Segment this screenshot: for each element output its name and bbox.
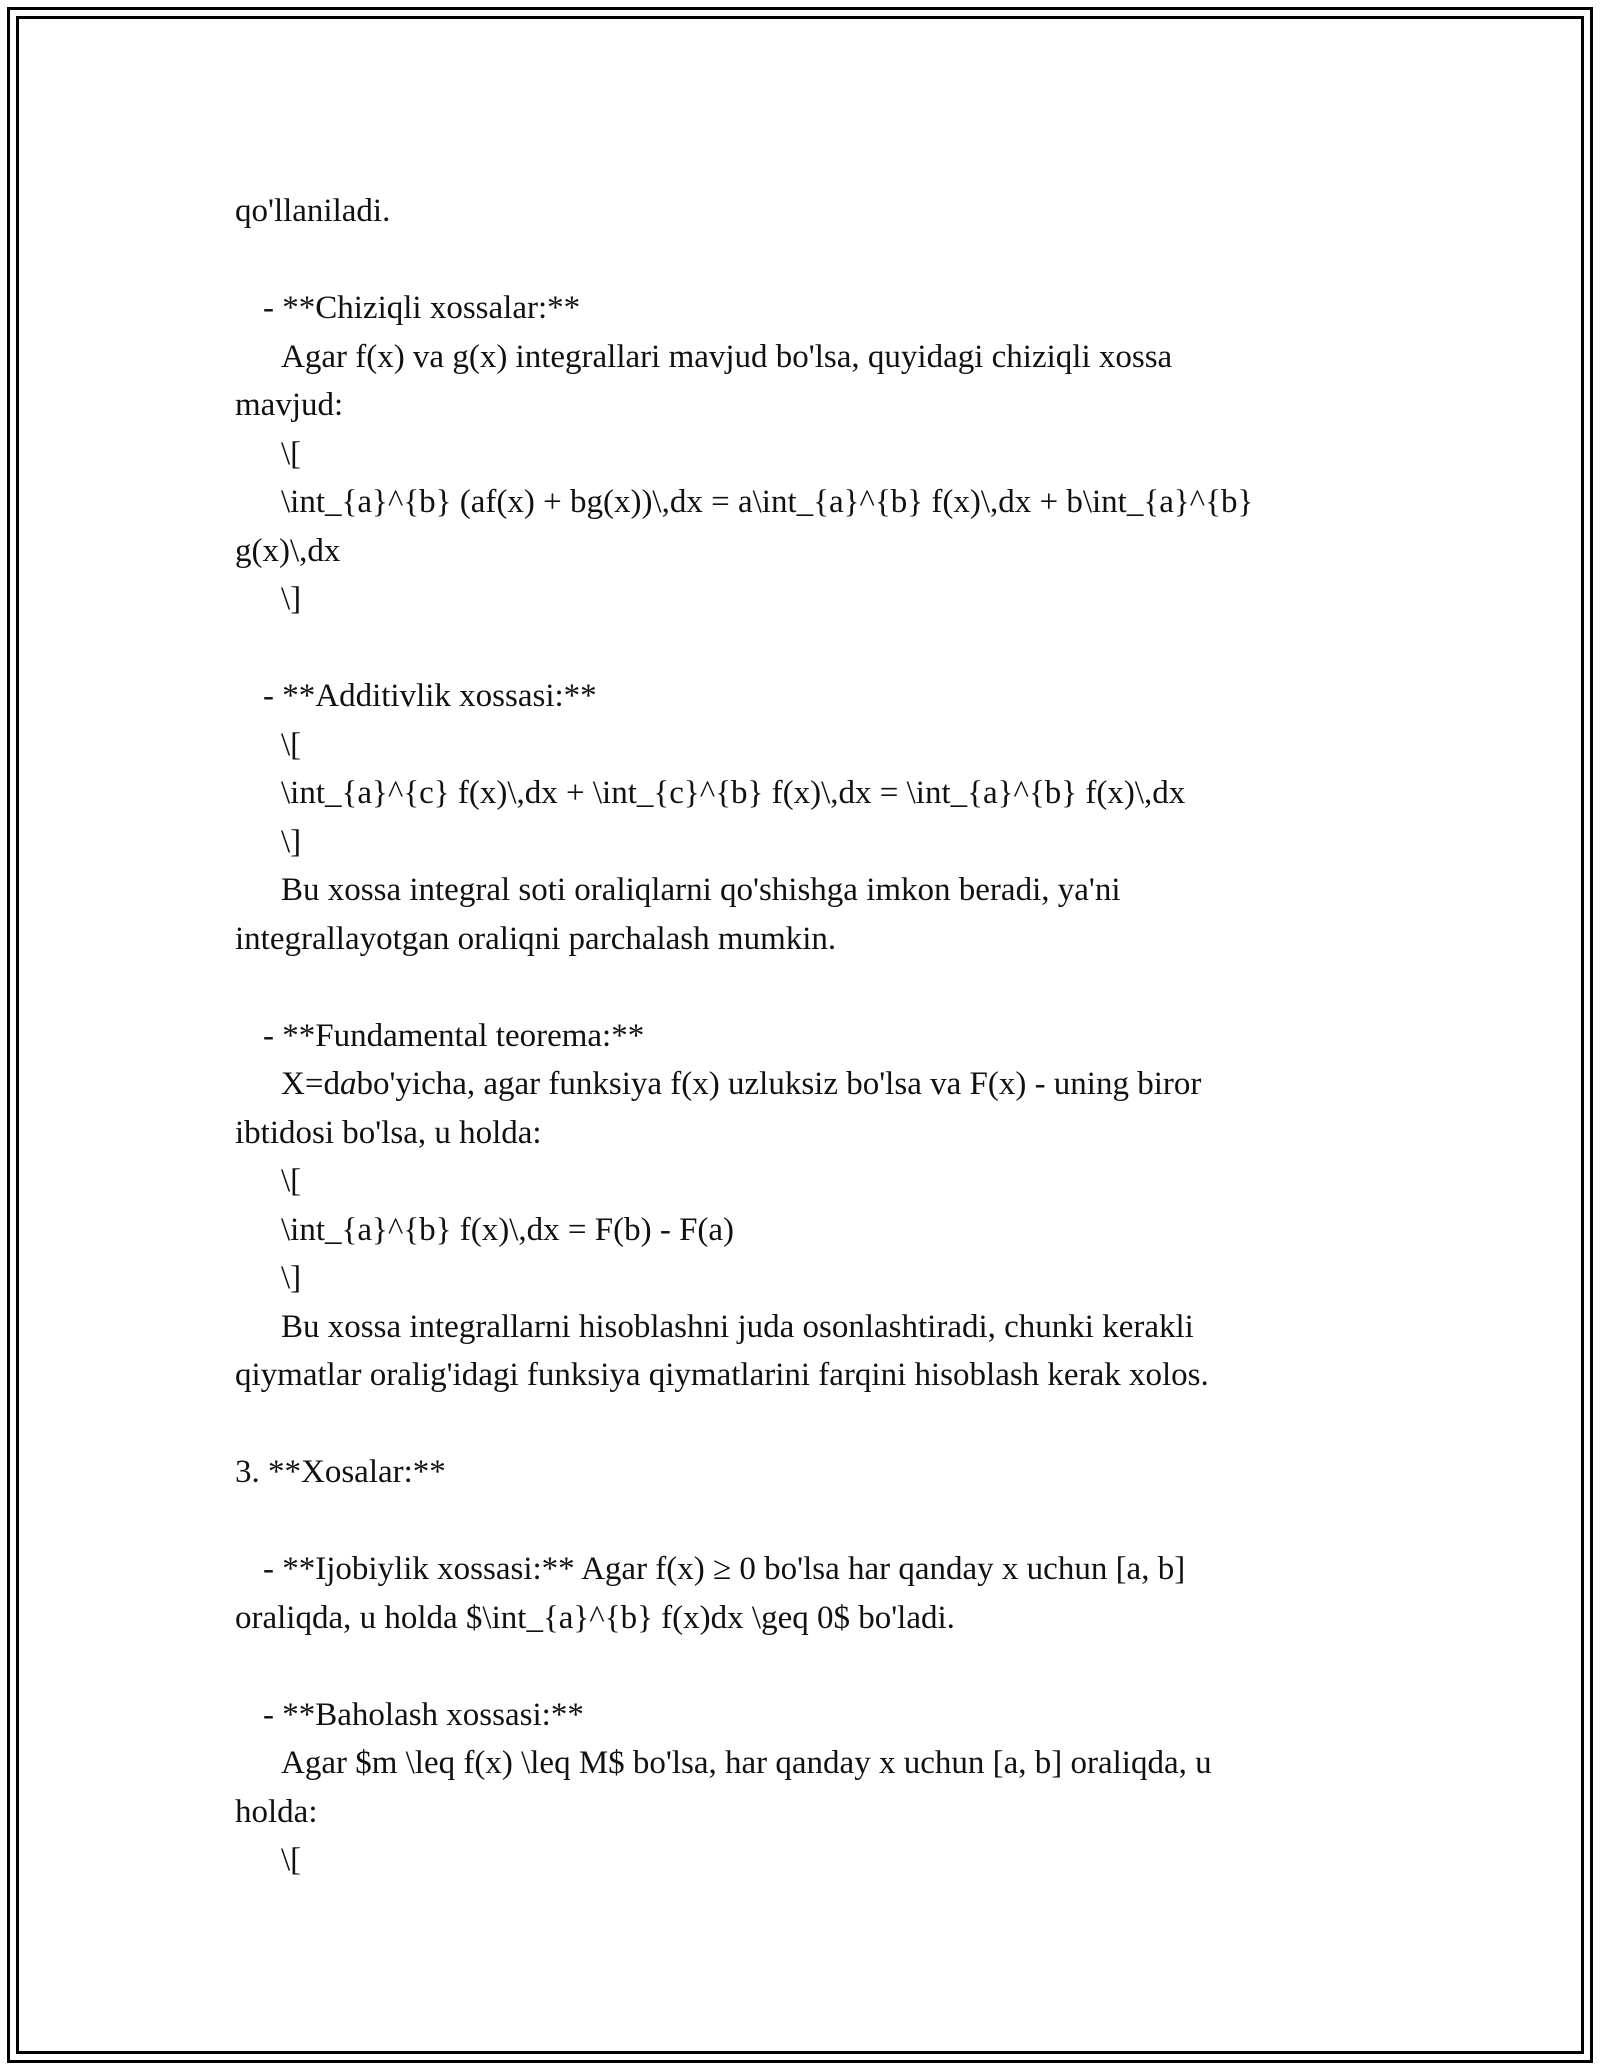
text-line: Agar $m \leq f(x) \leq M$ bo'lsa, har qanday x uchun [a, b] oraliqda, u xyxy=(281,1745,1212,1781)
blank-line xyxy=(235,963,1365,1012)
text-line: integrallayotgan oraliqni parchalash mumkin. xyxy=(235,920,837,957)
text-line: Bu xossa integral soti oraliqlarni qo'shishga imkon beradi, ya'ni xyxy=(281,872,1121,908)
text-line xyxy=(235,1060,1365,1109)
blank-line xyxy=(235,1497,1365,1546)
list-item-heading: - **Additivlik xossasi:** xyxy=(263,678,597,714)
formula-line: \int_{a}^{c} f(x)\,dx + \int_{c}^{b} f(x)\,dx = \int_{a}^{b} f(x)\,dx xyxy=(281,775,1186,811)
formula-line: \int_{a}^{b} f(x)\,dx = F(b) - F(a) xyxy=(281,1211,735,1248)
formula-delimiter-close: \] xyxy=(281,1260,302,1296)
blank-line xyxy=(235,1400,1365,1449)
formula-delimiter-open: \[ xyxy=(281,1842,302,1878)
formula-delimiter-close: \] xyxy=(281,581,302,617)
list-item-heading: - **Ijobiylik xossasi:** Agar f(x) ≥ 0 bo'lsa har qanday x uchun [a, b] xyxy=(263,1551,1186,1587)
text-line: qo'llaniladi. xyxy=(235,193,391,229)
list-item-heading: - **Baholash xossasi:** xyxy=(263,1696,584,1733)
italic-variable: a xyxy=(339,1066,357,1102)
text-fragment: bo'yicha, agar funksiya f(x) uzluksiz bo'lsa va F(x) - uning biror xyxy=(356,1066,1202,1102)
document-body xyxy=(235,187,1365,1885)
formula-delimiter-open: \[ xyxy=(281,726,302,763)
list-item-heading: - **Fundamental teorema:** xyxy=(263,1017,645,1054)
text-line: Agar f(x) va g(x) integrallari mavjud bo'lsa, quyidagi chiziqli xossa xyxy=(281,338,1173,375)
formula-delimiter-close: \] xyxy=(281,823,302,860)
blank-line xyxy=(235,624,1365,673)
text-fragment: X=d xyxy=(281,1066,340,1102)
formula-delimiter-open: \[ xyxy=(281,1163,302,1199)
text-line: oraliqda, u holda $\int_{a}^{b} f(x)dx \geq 0$ bo'ladi. xyxy=(235,1599,955,1636)
section-heading: 3. **Xosalar:** xyxy=(235,1454,446,1490)
text-line: holda: xyxy=(235,1793,318,1830)
list-item-heading: - **Chiziqli xossalar:** xyxy=(263,290,581,326)
formula-line: \int_{a}^{b} (af(x) + bg(x))\,dx = a\int_{a}^{b} f(x)\,dx + b\int_{a}^{b} xyxy=(281,484,1254,520)
text-line: mavjud: xyxy=(235,387,344,423)
formula-line: g(x)\,dx xyxy=(235,532,341,569)
blank-line xyxy=(235,1642,1365,1691)
text-line: ibtidosi bo'lsa, u holda: xyxy=(235,1114,542,1151)
formula-delimiter-open: \[ xyxy=(281,435,302,472)
text-line: qiymatlar oralig'idagi funksiya qiymatlarini farqini hisoblash kerak xolos. xyxy=(235,1357,1209,1393)
text-line: Bu xossa integrallarni hisoblashni juda osonlashtiradi, chunki kerakli xyxy=(281,1308,1194,1345)
blank-line xyxy=(235,236,1365,285)
